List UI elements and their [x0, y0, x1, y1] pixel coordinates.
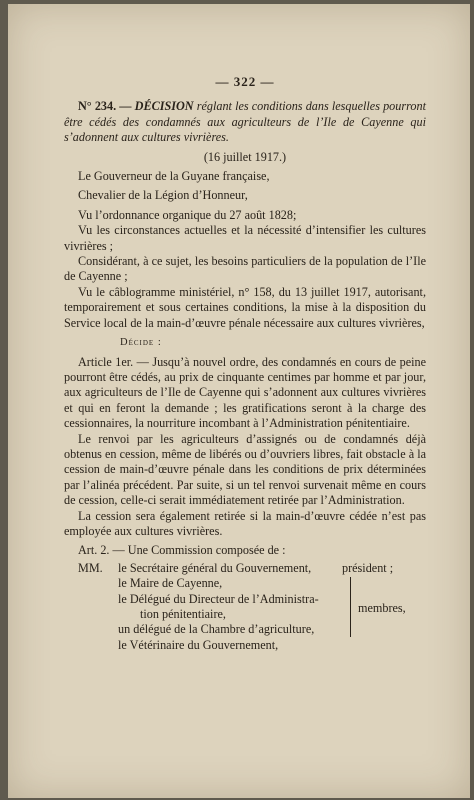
member-item: le Vétérinaire du Gouvernement, — [118, 637, 279, 652]
page-number: — 322 — — [215, 74, 275, 89]
commission-roles — [342, 560, 426, 653]
gouverneur-line: Le Gouverneur de la Guyane française, — [78, 169, 270, 184]
decision-date: (16 juillet 1917.) — [203, 149, 287, 164]
decide-heading: Décide : — [120, 337, 162, 349]
vu-circonstances: Vu les circonstances actuelles et la nécessité d’intensifier les cultures vivrières ; — [64, 223, 426, 253]
mm-label: MM. — [78, 560, 103, 575]
vu-ordonnance: Vu l’ordonnance organique du 27 août 1828; — [78, 207, 297, 222]
considerant: Considérant, à ce sujet, les besoins particuliers de la population de l’Ile de Cayenne ; — [64, 254, 426, 284]
decision-heading — [64, 99, 426, 145]
member-item: le Délégué du Directeur de l’Administra- — [118, 591, 319, 606]
commission-members — [118, 561, 356, 653]
document-body — [64, 74, 426, 653]
member-item: tion pénitentiaire, — [140, 607, 226, 621]
member-item: le Secrétaire général du Gouvernement, — [118, 560, 312, 575]
cession-paragraph: La cession sera également retirée si la main-d’œuvre cédée n’est pas employée aux cultures vivrières. — [64, 508, 426, 538]
member-item: un délégué de la Chambre d’agriculture, — [118, 622, 315, 637]
document-page — [8, 4, 470, 798]
decision-subject: réglant les conditions dans lesquelles pourront être cédés des condamnés aux agriculteurs de l’Ile de Cayenne qui s’adonnent aux cultures vivrières. — [64, 99, 426, 145]
commission-list — [64, 561, 426, 653]
article-2: Art. 2. — Une Commission composée de : — [78, 543, 286, 558]
chevalier-line: Chevalier de la Légion d’Honneur, — [78, 188, 248, 203]
president-label: président ; — [342, 560, 394, 575]
member-item: le Maire de Cayenne, — [118, 576, 223, 591]
decision-title-word: — DÉCISION — [119, 99, 194, 114]
decision-number: N° 234. — [78, 99, 117, 114]
vu-cablogramme: Vu le câblogramme ministériel, n° 158, du 13 juillet 1917, autorisant, temporairement et sous certaines conditions, la mise à la disposition du Service local de la main-d’œuvre pénale nécessaire aux cultures vivrières, — [64, 284, 426, 330]
renvoi-paragraph: Le renvoi par les agriculteurs d’assignés ou de condamnés déjà obtenus en cession, même de libérés ou d’ouvriers libres, fait obstacle à la cession de main-d’œuvre pénale dans les conditions de prix déterminées par l’alinéa précédent. Par suite, si un tel renvoi survenait même en cours de cession, celle-ci serait immédiatement retirée par l’Administration. — [64, 431, 426, 508]
article-1: Article 1er. — Jusqu’à nouvel ordre, des condamnés en cours de peine pourront être cédés, au prix de cinquante centimes par homme et par jour, aux agriculteurs de l’Ile de Cayenne qui s’adonnent aux cultures vivrières et qui en feront la demande ; les gratifications seront à la charge des cessionnaires, la nourriture incombant à l’Administration pénitentiaire. — [64, 354, 426, 431]
members-brace — [350, 577, 351, 637]
membres-label: membres, — [358, 600, 406, 615]
